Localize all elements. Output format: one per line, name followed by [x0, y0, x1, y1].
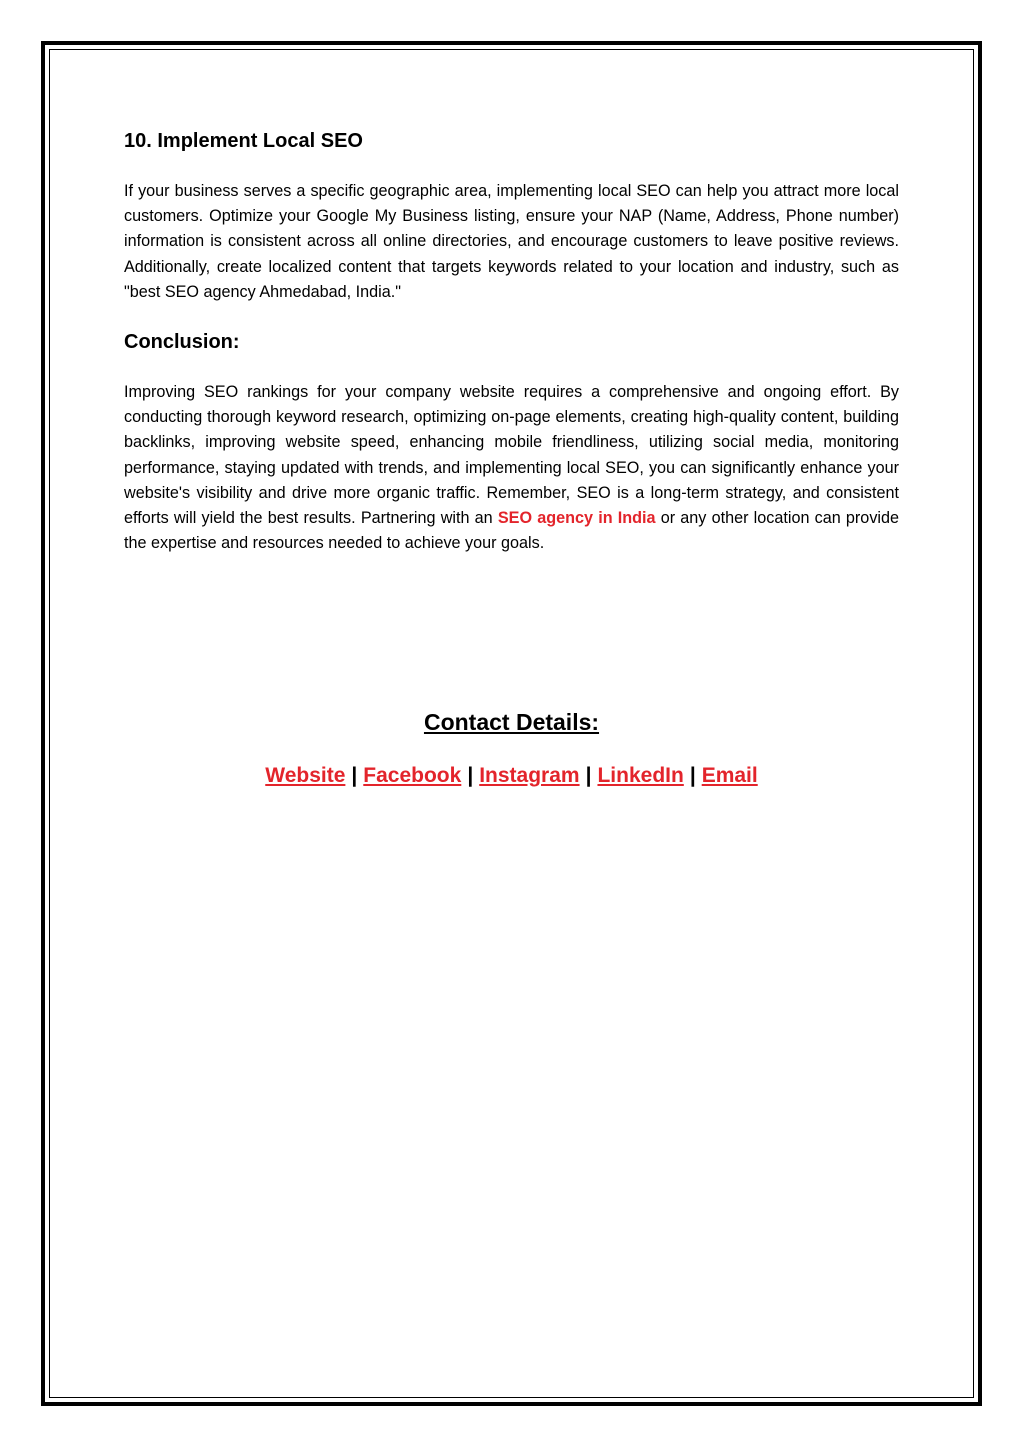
facebook-link[interactable]: Facebook	[363, 764, 462, 787]
instagram-link[interactable]: Instagram	[479, 764, 580, 787]
link-separator: |	[689, 764, 696, 787]
contact-links-row	[0, 761, 1023, 791]
conclusion-text-before-link: Improving SEO rankings for your company website requires a comprehensive and ongoing effort. By conducting thorough keyword research, optimizing on-page elements, creating high-quality content, building backlinks, improving website speed, enhancing mobile friendliness, utilizing social media, monitoring performance, staying updated with trends, and implementing local SEO, you can significantly enhance your website's visibility and drive more organic traffic. Remember, SEO is a long-term strategy, and consistent efforts will yield the best results. Partnering with an	[124, 383, 899, 528]
contact-details-title: Contact Details:	[423, 709, 600, 735]
local-seo-heading: 10. Implement Local SEO	[124, 130, 363, 152]
link-separator: |	[467, 764, 474, 787]
document-body	[124, 124, 899, 556]
contact-details	[0, 705, 1023, 791]
website-link[interactable]: Website	[265, 764, 346, 787]
email-link[interactable]: Email	[701, 764, 758, 787]
local-seo-paragraph: If your business serves a specific geographic area, implementing local SEO can help you attract more local customers. Optimize your Google My Business listing, ensure your NAP (Name, Address, Phone number) information is consistent across all online directories, and encourage customers to leave positive reviews. Additionally, create localized content that targets keywords related to your location and industry, such as "best SEO agency Ahmedabad, India."	[124, 182, 899, 301]
link-separator: |	[585, 764, 592, 787]
link-separator: |	[351, 764, 358, 787]
seo-agency-india-link[interactable]: SEO agency in India	[497, 509, 656, 528]
linkedin-link[interactable]: LinkedIn	[597, 764, 684, 787]
conclusion-heading: Conclusion:	[124, 331, 240, 354]
conclusion-paragraph	[124, 380, 899, 556]
conclusion-text-after-link: or any other location can provide the expertise and resources needed to achieve your goals.	[124, 509, 900, 553]
